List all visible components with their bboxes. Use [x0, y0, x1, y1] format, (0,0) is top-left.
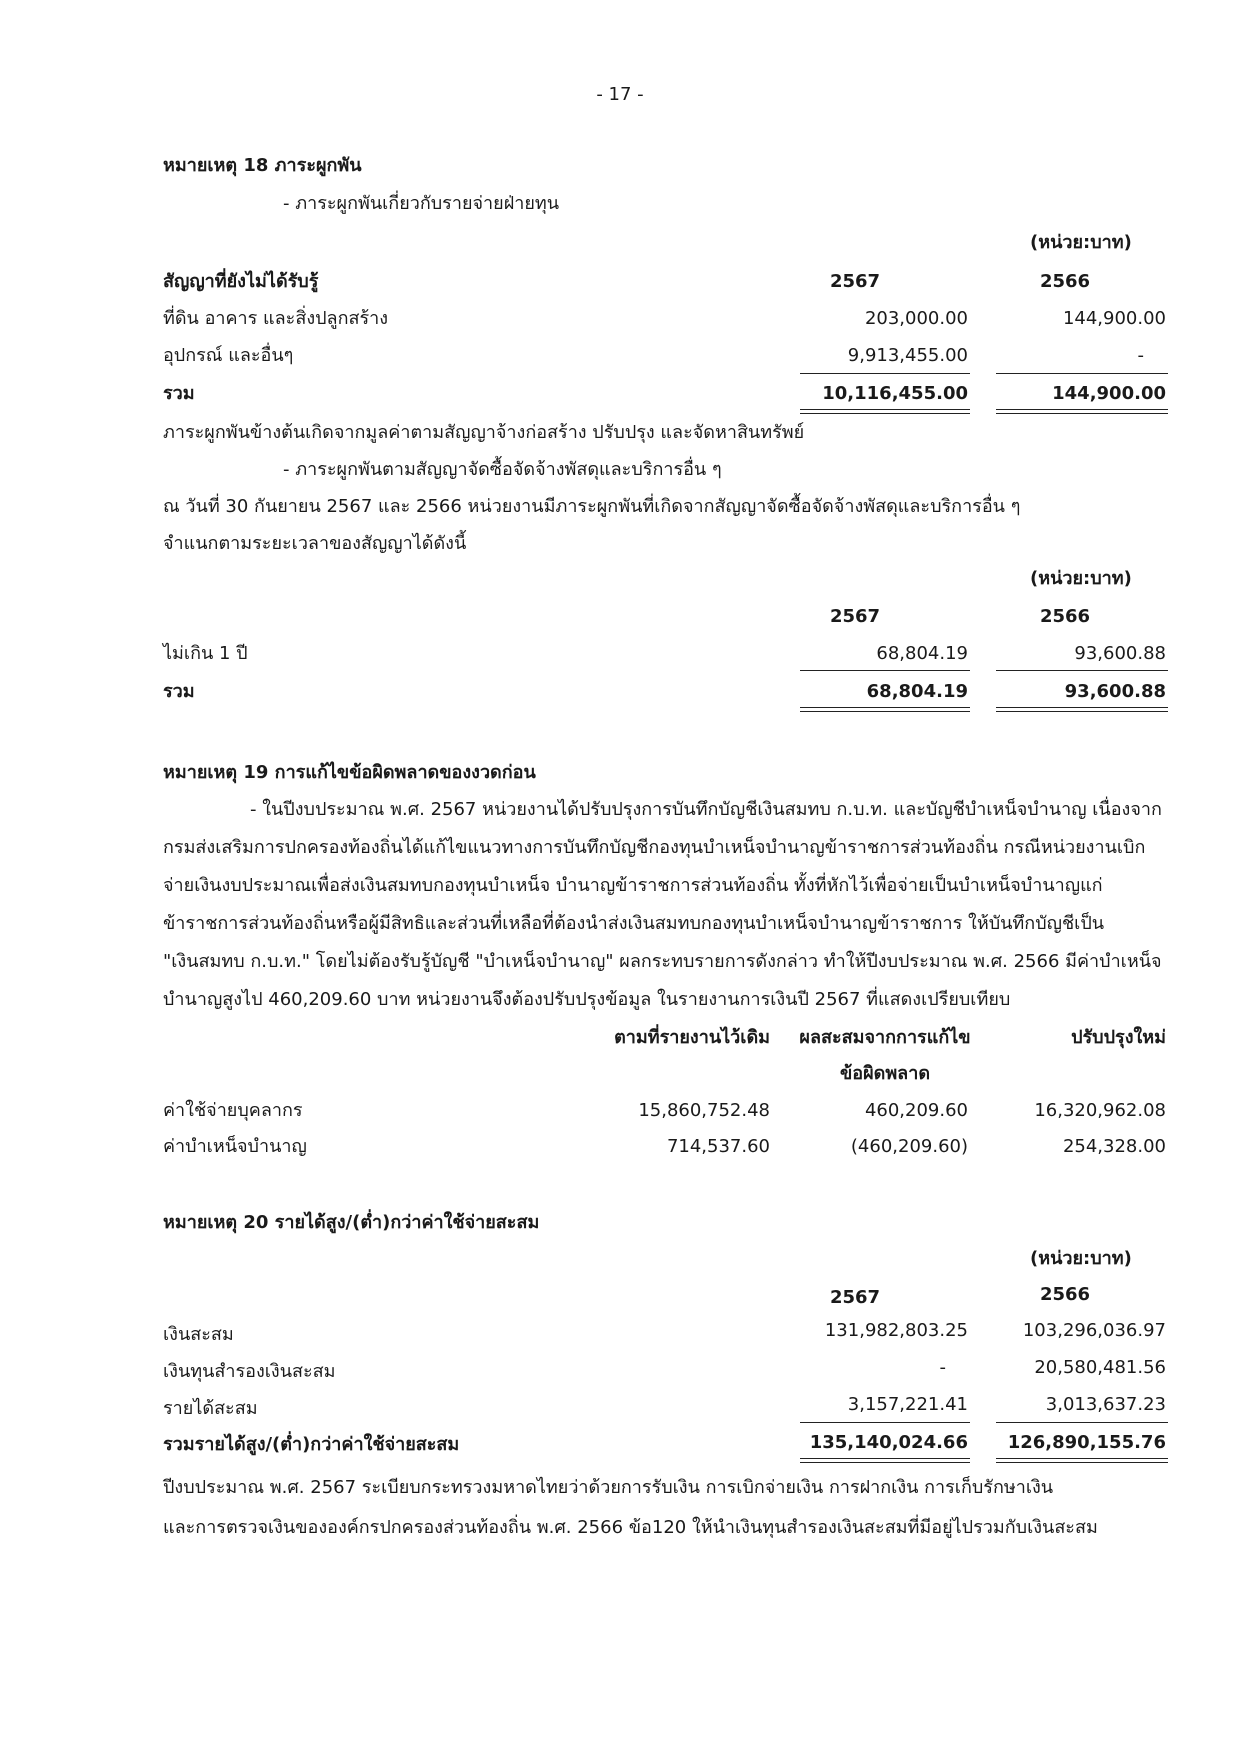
table2-row-label: ไม่เกิน 1 ปี: [163, 643, 248, 664]
note20-total-double-rule: [800, 1458, 970, 1463]
note20-footer-line1: ปีงบประมาณ พ.ศ. 2567 ระเบียบกระทรวงมหาดไทยว่าด้วยการรับเงิน การเบิกจ่ายเงิน การฝากเงิน การเก็บรักษาเงิน: [163, 1477, 1054, 1498]
note18-explain1: ภาระผูกพันข้างต้นเกิดจากมูลค่าตามสัญญาจ้างก่อสร้าง ปรับปรุง และจัดหาสินทรัพย์: [163, 422, 805, 443]
note19-para-line: บำนาญสูงไป 460,209.60 บาท หน่วยงานจึงต้องปรับปรุงข้อมูล ในรายงานการเงินปี 2567 ที่แสดงเปรียบเทียบ: [163, 989, 1011, 1010]
note20-row-label: รายได้สะสม: [163, 1398, 258, 1419]
note19-para-line: จ่ายเงินงบประมาณเพื่อส่งเงินสมทบกองทุนบำเหน็จ บำนาญข้าราชการส่วนท้องถิ่น ทั้งที่หักไว้เพื่อจ่ายเป็นบำเหน็จบำนาญแก่: [163, 875, 1103, 896]
note20-col-2566: 2566: [1039, 1284, 1091, 1305]
note19-para-line: "เงินสมทบ ก.บ.ท." โดยไม่ต้องรับรู้บัญชี "บำเหน็จบำนาญ" ผลกระทบรายการดังกล่าว ทำให้ปีงบประมาณ พ.ศ. 2566 มีค่าบำเหน็จ: [163, 951, 1162, 972]
note20-col-2567: 2567: [829, 1287, 881, 1308]
note20-total-v1: 135,140,024.66: [809, 1432, 968, 1453]
table1-row-label: ที่ดิน อาคาร และสิ่งปลูกสร้าง: [163, 308, 389, 329]
table1-row-v2: 144,900.00: [1062, 308, 1166, 329]
note19-row-v3: 16,320,962.08: [1034, 1100, 1166, 1121]
note19-row-label: ค่าบำเหน็จบำนาญ: [163, 1136, 307, 1157]
table1-row-v1: 9,913,455.00: [847, 345, 968, 366]
note19-row-v2: (460,209.60): [850, 1136, 968, 1157]
note19-row-v1: 714,537.60: [666, 1136, 770, 1157]
note20-heading: หมายเหตุ 20 รายได้สูง/(ต่ำ)กว่าค่าใช้จ่ายสะสม: [163, 1212, 540, 1233]
note18-unit1: (หน่วย:บาท): [1030, 232, 1132, 253]
table2-subtotal-rule: [800, 670, 970, 671]
note20-row-v1: 131,982,803.25: [824, 1320, 968, 1341]
note19-para-line: กรมส่งเสริมการปกครองท้องถิ่นได้แก้ไขแนวทางการบันทึกบัญชีกองทุนบำเหน็จบำนาญข้าราชการส่วนท้องถิ่น กรณีหน่วยงานเบิก: [163, 837, 1146, 858]
note20-unit: (หน่วย:บาท): [1030, 1248, 1132, 1269]
note20-subtotal-rule: [800, 1422, 970, 1423]
table1-col-2567: 2567: [829, 271, 881, 292]
note19-para-line: ข้าราชการส่วนท้องถิ่นหรือผู้มีสิทธิและส่วนที่เหลือที่ต้องนำส่งเงินสมทบกองทุนบำเหน็จบำนาญข้าราชการ ให้บันทึกบัญชีเป็น: [163, 913, 1105, 934]
table2-total-double-rule: [996, 707, 1168, 712]
table2-subtotal-rule: [996, 670, 1168, 671]
table1-col-2566: 2566: [1039, 271, 1091, 292]
table1-row-v2: -: [1137, 345, 1144, 366]
note19-para-line: - ในปีงบประมาณ พ.ศ. 2567 หน่วยงานได้ปรับปรุงการบันทึกบัญชีเงินสมทบ ก.บ.ท. และบัญชีบำเหน็จบำนาญ เนื่องจาก: [250, 799, 1162, 820]
note18-heading: หมายเหตุ 18 ภาระผูกพัน: [163, 155, 362, 176]
table2-row-v1: 68,804.19: [876, 643, 968, 664]
note18-sub1: - ภาระผูกพันเกี่ยวกับรายจ่ายฝ่ายทุน: [283, 193, 560, 214]
note19-col-restated: ปรับปรุงใหม่: [1071, 1027, 1166, 1048]
note19-col-original: ตามที่รายงานไว้เดิม: [614, 1027, 770, 1048]
note20-row-v1: 3,157,221.41: [847, 1394, 968, 1415]
table1-header-label: สัญญาที่ยังไม่ได้รับรู้: [163, 271, 319, 292]
table1-row-v1: 203,000.00: [864, 308, 968, 329]
table2-row-v2: 93,600.88: [1074, 643, 1166, 664]
page-number: - 17 -: [596, 84, 644, 105]
note18-unit2: (หน่วย:บาท): [1030, 568, 1132, 589]
table2-total-v1: 68,804.19: [866, 681, 968, 702]
note19-row-v1: 15,860,752.48: [638, 1100, 770, 1121]
note20-row-v2: 3,013,637.23: [1045, 1394, 1166, 1415]
note20-total-double-rule: [996, 1458, 1168, 1463]
table2-col-2566: 2566: [1039, 606, 1091, 627]
note18-sub2: - ภาระผูกพันตามสัญญาจัดซื้อจัดจ้างพัสดุและบริการอื่น ๆ: [283, 459, 722, 480]
note20-total-v2: 126,890,155.76: [1007, 1432, 1166, 1453]
table2-col-2567: 2567: [829, 606, 881, 627]
note20-footer-line2: และการตรวจเงินขององค์กรปกครองส่วนท้องถิ่น พ.ศ. 2566 ข้อ120 ให้นำเงินทุนสำรองเงินสะสมที่มีอยู่ไปรวมกับเงินสะสม: [163, 1517, 1098, 1538]
note20-row-v1: -: [939, 1357, 946, 1378]
table1-row-label: อุปกรณ์ และอื่นๆ: [163, 345, 294, 366]
note20-row-label: เงินทุนสำรองเงินสะสม: [163, 1361, 336, 1382]
table2-total-v2: 93,600.88: [1064, 681, 1166, 702]
note19-col-effect: ผลสะสมจากการแก้ไข: [799, 1027, 971, 1048]
note19-row-label: ค่าใช้จ่ายบุคลากร: [163, 1100, 303, 1121]
table2-total-label: รวม: [163, 681, 195, 702]
table1-total-v1: 10,116,455.00: [822, 383, 968, 404]
table1-total-label: รวม: [163, 383, 195, 404]
note20-row-v2: 103,296,036.97: [1022, 1320, 1166, 1341]
note19-col-effect-line2: ข้อผิดพลาด: [839, 1063, 931, 1084]
table1-subtotal-rule: [996, 373, 1168, 374]
note20-subtotal-rule: [996, 1422, 1168, 1423]
note20-row-label: เงินสะสม: [163, 1324, 234, 1345]
note18-explain2-line1: ณ วันที่ 30 กันยายน 2567 และ 2566 หน่วยงานมีภาระผูกพันที่เกิดจากสัญญาจัดซื้อจัดจ้างพัสดุและบริการอื่น ๆ: [163, 496, 1021, 517]
note20-total-label: รวมรายได้สูง/(ต่ำ)กว่าค่าใช้จ่ายสะสม: [163, 1434, 460, 1455]
note20-row-v2: 20,580,481.56: [1034, 1357, 1166, 1378]
note19-row-v3: 254,328.00: [1062, 1136, 1166, 1157]
note19-row-v2: 460,209.60: [864, 1100, 968, 1121]
note18-explain2-line2: จำแนกตามระยะเวลาของสัญญาได้ดังนี้: [163, 533, 467, 554]
note19-heading: หมายเหตุ 19 การแก้ไขข้อผิดพลาดของงวดก่อน: [163, 762, 536, 783]
table1-total-v2: 144,900.00: [1052, 383, 1166, 404]
table2-total-double-rule: [800, 707, 970, 712]
table1-subtotal-rule: [800, 373, 970, 374]
table1-total-double-rule: [996, 409, 1168, 414]
table1-total-double-rule: [800, 409, 970, 414]
